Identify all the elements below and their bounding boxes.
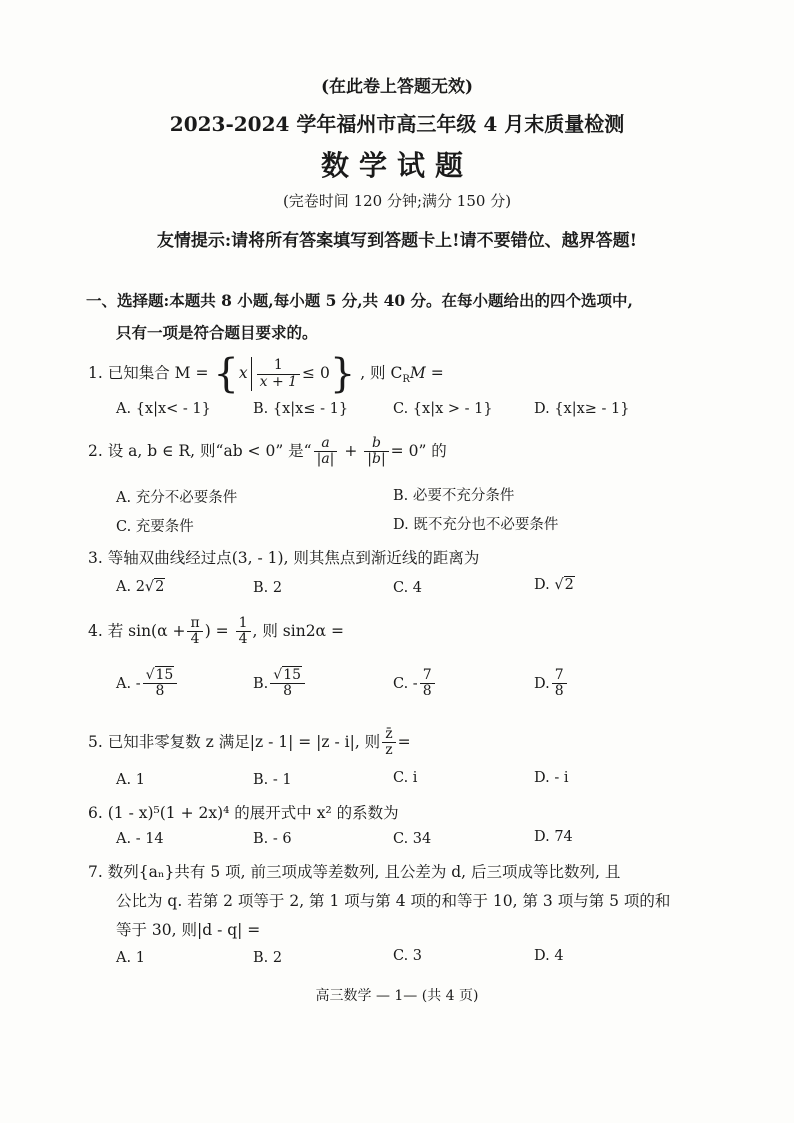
fraction-numerator: 7 (552, 668, 567, 684)
question-number: 3. (88, 549, 103, 567)
exam-time-info: (完卷时间 120 分钟;满分 150 分) (282, 192, 512, 210)
fraction-numerator: a (314, 436, 338, 452)
radicand: 15 (283, 667, 302, 683)
fraction-numerator: π (187, 616, 202, 632)
fraction-pi (187, 616, 202, 648)
q1-option-a: A. {x|x< - 1} (116, 401, 211, 417)
left-brace: { (213, 351, 239, 397)
section1-heading-line2: 只有一项是符合题目要求的。 (116, 323, 318, 342)
option-label: D. (534, 675, 550, 692)
sqrt: √2 (554, 577, 574, 593)
q4-option-d (534, 668, 569, 700)
exam-title: 2023-2024 学年福州市高三年级 4 月末质量检测 (169, 112, 625, 136)
fraction-b (364, 436, 388, 468)
plus-sign: + (344, 441, 358, 460)
fraction (257, 358, 300, 390)
question-7-line3: 等于 30, 则|d - q| = (116, 921, 261, 939)
question-6 (88, 801, 399, 823)
option-label: B. (253, 675, 269, 692)
question-5 (88, 727, 411, 759)
question-text-post: = (397, 732, 411, 751)
q6-option-a: A. - 14 (116, 831, 164, 847)
exam-note: (在此卷上答题无效) (320, 77, 474, 97)
q1-option-c: C. {x|x > - 1} (393, 401, 493, 417)
q5-option-a: A. 1 (116, 772, 145, 788)
q3-option-b: B. 2 (253, 580, 283, 596)
q2-option-d: D. 既不充分也不必要条件 (393, 517, 559, 533)
question-number: 5. (88, 732, 103, 751)
question-3 (88, 546, 479, 568)
q7-option-b: B. 2 (253, 950, 283, 966)
question-7-line2: 公比为 q. 若第 2 项等于 2, 第 1 项与第 4 项的和等于 10, 第 3 项与第 5 项的和 (116, 892, 671, 910)
fraction-denominator: z (385, 742, 393, 759)
q4-option-b (253, 668, 307, 700)
option-label: D. (534, 577, 550, 593)
q1-option-b: B. {x|x≤ - 1} (253, 401, 349, 417)
q5-option-b: B. - 1 (253, 772, 292, 788)
radicand: 2 (155, 579, 165, 595)
fraction-denominator: |a| (316, 451, 335, 468)
question-text: 已知非零复数 z 满足|z - 1| = |z - i|, 则 (107, 732, 381, 751)
q4-option-c (393, 668, 437, 700)
question-text: 设 a, b ∈ R, 则“ab < 0” 是“ (107, 441, 312, 460)
fraction-denominator: 4 (238, 631, 248, 648)
question-number: 6. (88, 804, 103, 822)
fraction (552, 668, 567, 700)
option-label: A. - (116, 675, 141, 692)
question-text-post2: M = (409, 364, 444, 382)
q2-option-a: A. 充分不必要条件 (116, 490, 238, 506)
q3-option-a (116, 579, 165, 595)
fraction-numerator: √15 (270, 668, 305, 684)
exam-tip: 友情提示:请将所有答案填写到答题卡上!请不要错位、越界答题! (156, 231, 638, 251)
fraction-denominator: x + 1 (259, 373, 298, 390)
fraction (143, 668, 178, 700)
exam-subject: 数学试题 (320, 149, 473, 182)
q2-option-b: B. 必要不充分条件 (393, 488, 515, 504)
fraction-denominator: 8 (422, 683, 432, 700)
q6-option-b: B. - 6 (253, 831, 292, 847)
fraction-denominator: 8 (155, 683, 165, 700)
radicand: 2 (564, 577, 574, 593)
fraction-denominator: 8 (283, 683, 293, 700)
question-number: 1. (88, 364, 103, 382)
question-1 (88, 351, 444, 397)
q5-option-d: D. - i (534, 770, 569, 786)
set-variable: x (238, 364, 248, 382)
question-number: 7. (88, 863, 103, 881)
fraction-value (236, 616, 251, 648)
fraction-denominator: |b| (367, 451, 386, 468)
set-condition: ≤ 0 (302, 364, 330, 382)
sqrt: √2 (144, 579, 165, 595)
q3-option-d (534, 577, 575, 593)
section1-heading-line1: 一、选择题:本题共 8 小题,每小题 5 分,共 40 分。在每小题给出的四个选项中, (86, 291, 633, 310)
question-number: 2. (88, 441, 103, 460)
fraction-numerator: √15 (143, 668, 178, 684)
fraction-numerator: b (364, 436, 388, 452)
question-text-mid: ) = (204, 621, 229, 640)
q6-option-d: D. 74 (534, 829, 573, 845)
option-label: C. - (393, 675, 418, 692)
fraction-numerator: 1 (257, 358, 300, 374)
q7-option-c: C. 3 (393, 948, 423, 964)
q7-option-a: A. 1 (116, 950, 145, 966)
option-label: A. 2 (116, 579, 145, 595)
q1-option-d: D. {x|x≥ - 1} (534, 401, 630, 417)
fraction-denominator: 8 (554, 683, 564, 700)
q5-option-c: C. i (393, 770, 418, 786)
question-text-post: = 0” 的 (390, 441, 447, 460)
fraction-numerator: z̄ (382, 727, 395, 743)
fraction (382, 727, 395, 759)
fraction-denominator: 4 (190, 631, 200, 648)
question-text-post: , 则 C (360, 364, 403, 382)
q7-option-d: D. 4 (534, 948, 564, 964)
question-text: 已知集合 M = (107, 364, 209, 382)
q2-option-c: C. 充要条件 (116, 519, 194, 535)
question-2 (88, 436, 447, 468)
q3-option-c: C. 4 (393, 580, 423, 596)
set-bar (251, 357, 252, 391)
question-7 (88, 860, 620, 882)
fraction (420, 668, 435, 700)
fraction-a (314, 436, 338, 468)
question-text: 若 sin(α + (107, 621, 186, 640)
question-text: (1 - x)⁵(1 + 2x)⁴ 的展开式中 x² 的系数为 (107, 804, 399, 822)
subscript: R (402, 374, 410, 386)
radicand: 15 (155, 667, 174, 683)
question-4 (88, 616, 344, 648)
question-text-line1: 数列{aₙ}共有 5 项, 前三项成等差数列, 且公差为 d, 后三项成等比数列, 且 (107, 863, 621, 881)
question-text-post: , 则 sin2α = (252, 621, 344, 640)
fraction-numerator: 1 (236, 616, 251, 632)
question-number: 4. (88, 621, 103, 640)
question-text: 等轴双曲线经过点(3, - 1), 则其焦点到渐近线的距离为 (107, 549, 480, 567)
fraction (270, 668, 305, 700)
page-footer: 高三数学 — 1— (共 4 页) (315, 988, 479, 1004)
q6-option-c: C. 34 (393, 831, 432, 847)
right-brace: } (329, 351, 356, 397)
q4-option-a (116, 668, 179, 700)
fraction-numerator: 7 (420, 668, 435, 684)
